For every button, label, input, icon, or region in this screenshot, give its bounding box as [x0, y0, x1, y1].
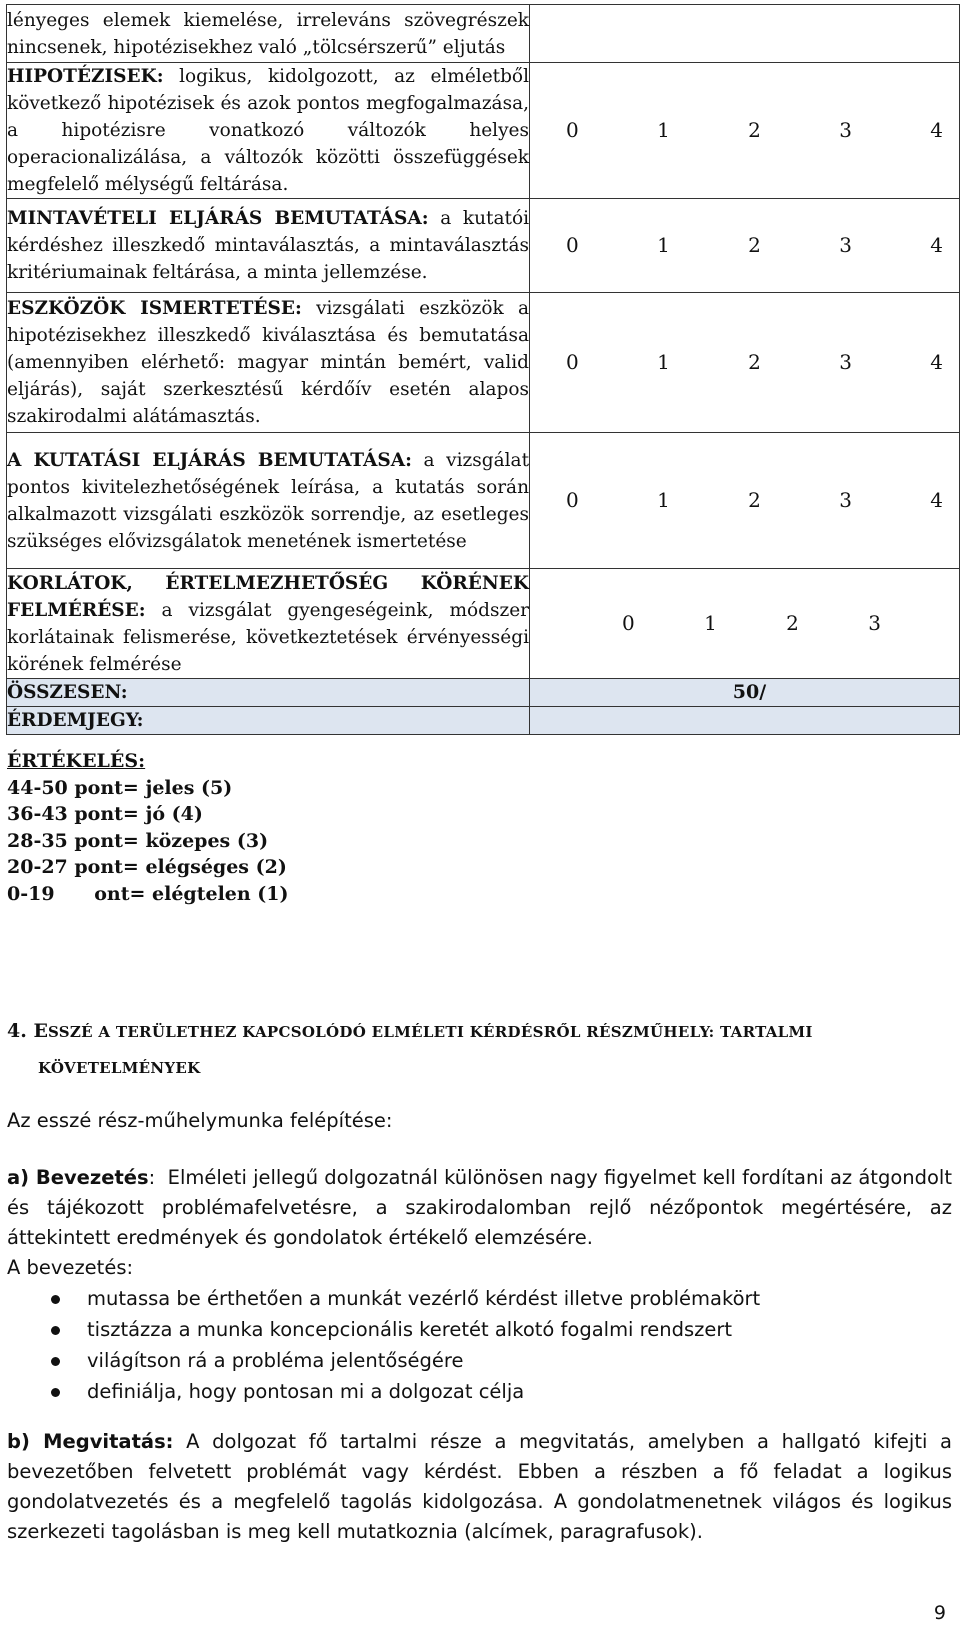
- score-option[interactable]: 0: [566, 350, 579, 374]
- score-option[interactable]: 0: [622, 611, 635, 635]
- score-option[interactable]: 4: [930, 350, 943, 374]
- grading-scale: [7, 748, 289, 907]
- section-title-line2: KÖVETELMÉNYEK: [38, 1059, 201, 1077]
- grading-line: 20-27 pont= elégséges (2): [7, 856, 287, 878]
- section-title-initial: E: [33, 1020, 48, 1042]
- score-cell: [530, 63, 960, 199]
- score-options: [530, 349, 959, 376]
- grading-line: 0-19 ont= elégtelen (1): [7, 882, 289, 905]
- part-a-paragraph: [7, 1163, 959, 1253]
- part-a: [7, 1163, 959, 1407]
- criterion-cell: [7, 199, 530, 293]
- criterion-cell: [7, 63, 530, 199]
- table-row: [7, 63, 960, 199]
- criterion-text: a kutatói kérdéshez illeszkedő mintaválasztás, a mintaválasztás kritériumainak feltárása, a minta jellemzése.: [7, 208, 530, 283]
- section-title-line1: SSZÉ A TERÜLETHEZ KAPCSOLÓDÓ ELMÉLETI KÉRDÉSRŐL RÉSZMŰHELY: TARTALMI: [47, 1023, 813, 1041]
- grading-heading: ÉRTÉKELÉS:: [7, 750, 146, 772]
- score-options: [530, 232, 959, 259]
- part-a-list-intro: A bevezetés:: [7, 1256, 134, 1279]
- part-a-text: Elméleti jellegű dolgozatnál különösen nagy figyelmet kell fordítani az átgondolt és tájékozott problémafelvetésre, a szakirodalomban rejlő nézőpontok megértésére, az áttekintett eredmények és gondolatok értékelő elemzésére.: [7, 1166, 959, 1249]
- score-options: [530, 117, 959, 144]
- score-option[interactable]: 1: [657, 118, 670, 142]
- list-item: mutassa be érthetően a munkát vezérlő kérdést illetve problémakört: [7, 1283, 952, 1314]
- page-number: 9: [933, 1602, 946, 1624]
- part-b-label: b) Megvitatás:: [7, 1430, 174, 1453]
- criterion-cell: [7, 293, 530, 433]
- criterion-title: HIPOTÉZISEK:: [7, 66, 164, 87]
- score-cell: [530, 199, 960, 293]
- score-option[interactable]: 1: [657, 488, 670, 512]
- criterion-cell: [7, 569, 530, 679]
- table-row: [7, 569, 960, 679]
- grading-line: 36-43 pont= jó (4): [7, 803, 203, 825]
- score-option[interactable]: 3: [839, 118, 852, 142]
- part-b-text: A dolgozat fő tartalmi része a megvitatás, amelyben a hallgató kifejti a bevezetőben felvetett problémát vagy kérdést. Ebben a részben a fő feladat a logikus gondolatvezetés és a megfelelő tagolás kidolgozása. A gondolatmenetnek világos és logikus szerkezeti tagolásban is meg kell mutatkoznia (alcímek, paragrafusok).: [7, 1430, 952, 1543]
- part-b-paragraph: [7, 1427, 952, 1547]
- score-option[interactable]: 1: [704, 611, 717, 635]
- score-option[interactable]: 3: [839, 233, 852, 257]
- grading-line: 44-50 pont= jeles (5): [7, 776, 233, 799]
- score-option[interactable]: 0: [566, 233, 579, 257]
- score-option[interactable]: 1: [657, 350, 670, 374]
- table-row: [7, 199, 960, 293]
- criterion-title: ESZKÖZÖK ISMERTETÉSE:: [7, 298, 302, 319]
- score-option[interactable]: 4: [930, 118, 943, 142]
- criterion-text: logikus, kidolgozott, az elméletből következő hipotézisek és azok pontos megfogalmazása, a hipotézisre vonatkozó változók helyes operacionalizálása, a változók közötti összefüggések megfelelő mélységű feltárása.: [7, 66, 529, 195]
- grade-value[interactable]: [530, 707, 960, 735]
- score-option[interactable]: 3: [839, 350, 852, 374]
- part-a-colon: :: [148, 1166, 156, 1189]
- grade-label: ÉRDEMJEGY:: [7, 707, 530, 735]
- total-label: ÖSSZESEN:: [7, 679, 530, 707]
- list-item: világítson rá a probléma jelentőségére: [7, 1345, 952, 1376]
- criterion-text: a vizsgálat gyengeségeink, módszer korlátainak felismerése, következtetések érvényességi körének felmérése: [7, 599, 529, 675]
- table-row: [7, 293, 960, 433]
- score-option[interactable]: 2: [748, 488, 761, 512]
- criterion-text: a vizsgálat pontos kivitelezhetőségének leírása, a kutatás során alkalmazott vizsgálati eszközök sorrendje, az esetleges szükséges elővizsgálatok menetének ismertetése: [7, 449, 529, 552]
- criterion-cell: [7, 5, 530, 63]
- list-item: definiálja, hogy pontosan mi a dolgozat célja: [7, 1376, 952, 1407]
- score-option[interactable]: 4: [930, 233, 943, 257]
- score-option[interactable]: 2: [786, 611, 799, 635]
- criterion-text: lényeges elemek kiemelése, irreleváns szövegrészek nincsenek, hipotézisekhez való „tölcsérszerű” eljutás: [7, 9, 529, 58]
- score-option[interactable]: 2: [748, 233, 761, 257]
- list-item: tisztázza a munka koncepcionális keretét alkotó fogalmi rendszert: [7, 1314, 952, 1345]
- score-option[interactable]: 2: [748, 350, 761, 374]
- score-option[interactable]: 3: [868, 611, 881, 635]
- score-option[interactable]: 0: [566, 488, 579, 512]
- score-option[interactable]: 0: [566, 118, 579, 142]
- score-option[interactable]: 2: [748, 118, 761, 142]
- criterion-cell: [7, 433, 530, 569]
- grading-line: 28-35 pont= közepes (3): [7, 829, 269, 852]
- part-a-label: a) Bevezetés: [7, 1166, 149, 1189]
- total-value[interactable]: 50/: [530, 679, 960, 707]
- criterion-title: A KUTATÁSI ELJÁRÁS BEMUTATÁSA:: [7, 449, 412, 471]
- criterion-title: KORLÁTOK, ÉRTELMEZHETŐSÉG KÖRÉNEK FELMÉRÉSE:: [7, 572, 529, 621]
- score-cell: [530, 293, 960, 433]
- criterion-title: MINTAVÉTELI ELJÁRÁS BEMUTATÁSA:: [7, 208, 429, 229]
- grade-row: [7, 707, 960, 735]
- score-options: [530, 487, 959, 514]
- score-option[interactable]: 3: [839, 488, 852, 512]
- scoring-table: [6, 4, 960, 735]
- score-options: [530, 610, 959, 637]
- criterion-text: vizsgálati eszközök a hipotézisekhez illeszkedő kiválasztása és bemutatása (amennyiben elérhető: magyar mintán bemért, valid eljárás), saját szerkesztésű kérdőív esetén alapos szakirodalmi alátámasztás.: [7, 298, 529, 427]
- score-option[interactable]: 4: [930, 488, 943, 512]
- total-row: [7, 679, 960, 707]
- score-cell: [530, 5, 960, 63]
- score-option[interactable]: 1: [657, 233, 670, 257]
- part-a-bullet-list: [7, 1283, 952, 1407]
- table-row: [7, 433, 960, 569]
- score-cell: [530, 433, 960, 569]
- section-heading: [7, 1013, 952, 1086]
- score-cell: [530, 569, 960, 679]
- intro-text: Az esszé rész-műhelymunka felépítése:: [7, 1109, 393, 1132]
- section-number: 4.: [7, 1020, 27, 1042]
- table-row: [7, 5, 960, 63]
